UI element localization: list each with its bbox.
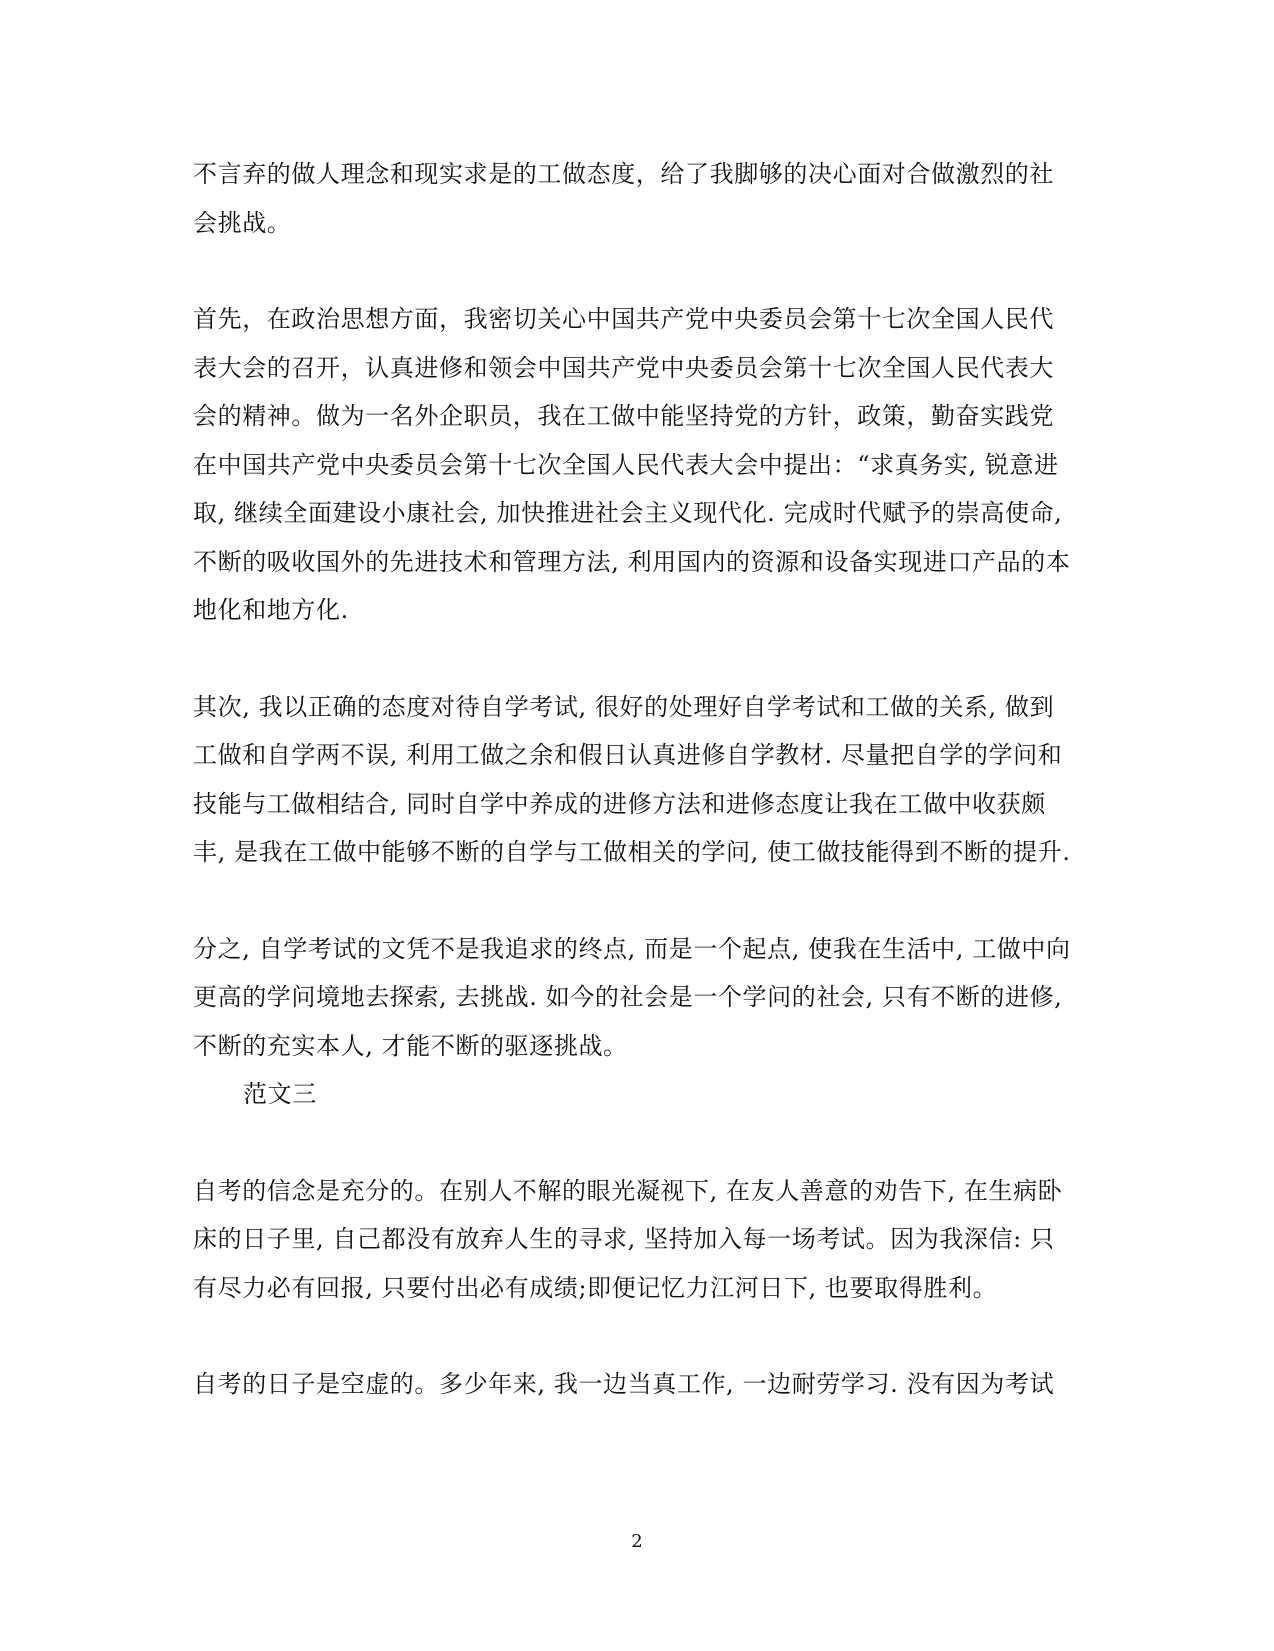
paragraph-spacer xyxy=(193,247,1073,295)
paragraph-spacer xyxy=(193,1312,1073,1360)
paragraph-2: 首先，在政治思想方面，我密切关心中国共产党中央委员会第十七次全国人民代表大会的召开，认真进修和领会中国共产党中央委员会第十七次全国人民代表大会的精神。做为一名外企职员，我在工做中能坚持党的方针，政策，勤奋实践党在中国共产党中央委员会第十七次全国人民代表大会中提出：“求真务实, 锐意进取, 继续全面建设小康社会, 加快推进社会主义现代化. 完成时代赋予的崇高使命, 不断的吸收国外的先进技术和管理方法, 利用国内的资源和设备实现进口产品的本地化和地方化. xyxy=(193,305,1071,624)
paragraph-spacer xyxy=(193,1119,1073,1167)
paragraph-6: 自考的日子是空虚的。多少年来, 我一边当真工作, 一边耐劳学习. 没有因为考试 xyxy=(193,1370,1055,1398)
paragraph-4: 分之, 自学考试的文凭不是我追求的终点, 而是一个起点, 使我在生活中, 工做中向更高的学问境地去探索, 去挑战. 如今的社会是一个学问的社会, 只有不断的进修, 不断的充实本人, 才能不断的驱逐挑战。 xyxy=(193,934,1071,1060)
document-body xyxy=(193,150,1073,1409)
page-number: 2 xyxy=(631,1531,643,1552)
paragraph-3: 其次, 我以正确的态度对待自学考试, 很好的处理好自学考试和工做的关系, 做到工做和自学两不误, 利用工做之余和假日认真进修自学教材. 尽量把自学的学问和技能与工做相结合, 同时自学中养成的进修方法和进修态度让我在工做中收获颇丰, 是我在工做中能够不断的自学与工做相关的学问, 使工做技能得到不断的提升. xyxy=(193,692,1071,866)
section-heading: 范文三 xyxy=(243,1080,317,1108)
paragraph-spacer xyxy=(193,877,1073,925)
paragraph-5: 自考的信念是充分的。在别人不解的眼光凝视下, 在友人善意的劝告下, 在生病卧床的日子里, 自己都没有放弃人生的寻求, 坚持加入每一场考试。因为我深信: 只有尽力必有回报, 只要付出必有成绩;即便记忆力江河日下, 也要取得胜利。 xyxy=(193,1176,1063,1302)
paragraph-1: 不言弃的做人理念和现实求是的工做态度，给了我脚够的决心面对合做激烈的社会挑战。 xyxy=(193,160,1054,237)
paragraph-spacer xyxy=(193,635,1073,683)
